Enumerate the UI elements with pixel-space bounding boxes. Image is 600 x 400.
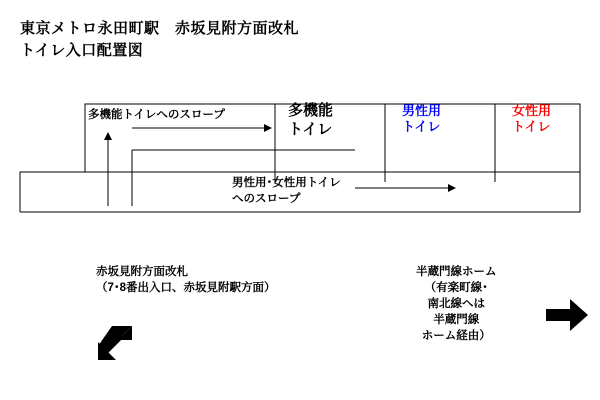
mens-label-line-2: トイレ: [402, 119, 441, 135]
slope-mens-womens-line-2: へのスロープ: [232, 192, 301, 205]
room-label-mens-toilet: [402, 103, 441, 136]
caption-left-line-1: 赤坂見附方面改札: [96, 266, 188, 278]
multipurpose-label-line-2: トイレ: [288, 120, 333, 138]
caption-hanzomon-platform: [416, 264, 497, 344]
slope-label-multipurpose: 多機能トイレへのスロープ: [88, 109, 225, 121]
room-label-multipurpose-toilet: [288, 102, 333, 140]
arrow-east-icon: [546, 298, 590, 337]
multipurpose-label-line-1: 多機能: [288, 102, 334, 119]
title-line-1: 東京メトロ永田町駅 赤坂見附方面改札: [20, 20, 300, 37]
toilet-layout-diagram: [0, 88, 600, 228]
room-label-womens-toilet: [512, 103, 551, 136]
slope-label-mens-womens: [232, 176, 341, 207]
page-title: [20, 18, 299, 62]
caption-right-line-3: 南北線へは: [427, 298, 485, 311]
slope-mens-womens-line-1: 男性用･女性用トイレ: [232, 177, 341, 189]
caption-left-line-2: （7･8番出入口、赤坂見附駅方面）: [96, 282, 276, 295]
caption-right-line-2: （有楽町線･: [424, 282, 488, 295]
caption-right-line-5: ホーム経由）: [421, 330, 491, 343]
caption-right-line-4: 半蔵門線: [433, 314, 480, 327]
womens-label-line-1: 女性用: [512, 103, 552, 118]
caption-right-line-1: 半蔵門線ホーム: [416, 266, 497, 278]
caption-ticket-gate: [96, 264, 276, 296]
mens-label-line-1: 男性用: [402, 103, 442, 118]
womens-label-line-2: トイレ: [512, 119, 551, 135]
arrow-southwest-icon: [92, 320, 138, 371]
title-line-2: トイレ入口配置図: [20, 41, 144, 59]
